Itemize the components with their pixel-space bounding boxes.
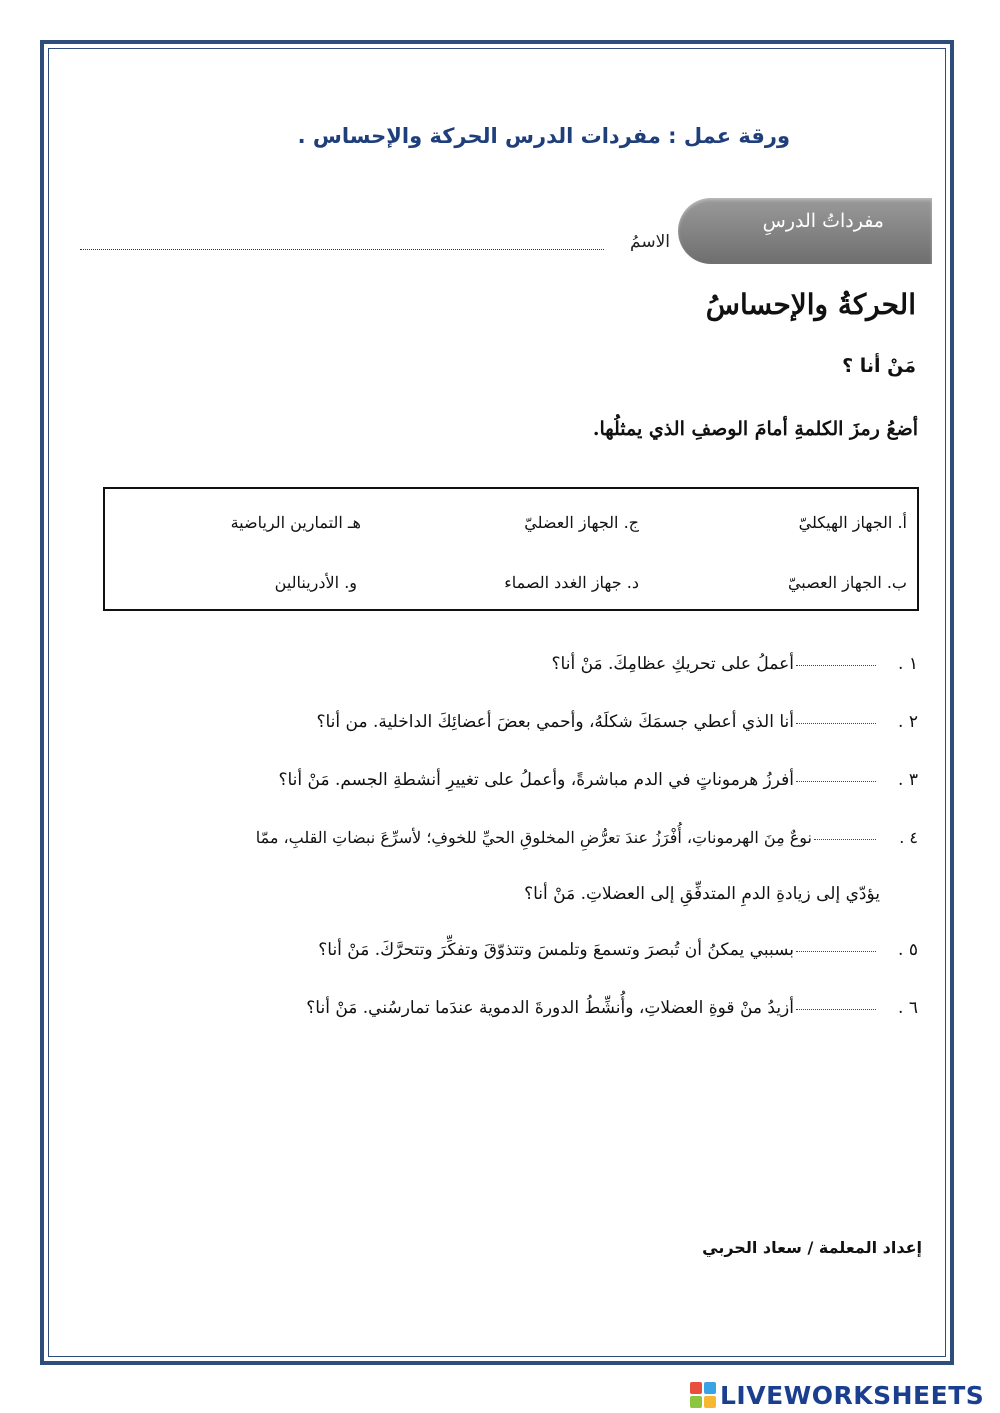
question-3: [278, 770, 918, 790]
question-text: أزيدُ منْ قوةِ العضلاتِ، وأُنشِّطُ الدورةَ الدموية عندَما تمارسُني. مَنْ أنا؟: [306, 998, 794, 1018]
vocabulary-tab: [678, 198, 932, 264]
option-a: أ. الجهاز الهيكليّ: [798, 513, 907, 532]
question-number: ٥ .: [898, 940, 918, 960]
question-5: [318, 940, 918, 960]
question-number: ٦ .: [898, 998, 918, 1018]
answer-blank[interactable]: [796, 951, 876, 952]
question-text: أنا الذي أعطي جسمَكَ شكلَهُ، وأحمي بعضَ أعضائِكَ الداخلية. من أنا؟: [316, 712, 794, 732]
name-label: الاسمُ: [630, 232, 670, 252]
brand-text: LIVEWORKSHEETS: [720, 1380, 985, 1410]
answer-blank[interactable]: [796, 723, 876, 724]
lesson-heading: الحركةُ والإحساسُ: [705, 288, 916, 321]
question-number: ٤ .: [899, 828, 918, 847]
question-number: ٣ .: [898, 770, 918, 790]
question-text: نوعٌ مِنَ الهرموناتِ، أُفْرَزُ عندَ تعرُّضِ المخلوقِ الحيِّ للخوفِ؛ لأسرِّعَ نبضاتِ القلبِ، ممّا: [255, 828, 812, 847]
vocabulary-tab-label: مفرداتُ الدرسِ: [762, 210, 884, 232]
option-e: هـ التمارين الرياضية: [230, 513, 361, 532]
option-c: ج. الجهاز العضليّ: [524, 513, 639, 532]
worksheet-title: ورقة عمل : مفردات الدرس الحركة والإحساس .: [297, 124, 790, 148]
question-number: ١ .: [898, 654, 918, 674]
answer-blank[interactable]: [796, 665, 876, 666]
question-2: [316, 712, 918, 732]
answer-blank[interactable]: [796, 1009, 876, 1010]
liveworksheets-logo: [690, 1380, 984, 1410]
answer-blank[interactable]: [814, 839, 876, 840]
instruction-text: أضعُ رمزَ الكلمةِ أمامَ الوصفِ الذي يمثلُها.: [592, 418, 918, 440]
question-text: بسببي يمكنُ أن تُبصرَ وتسمعَ وتلمسَ وتتذوّقَ وتفكِّرَ وتتحرَّكَ. مَنْ أنا؟: [318, 940, 794, 960]
question-4-continuation: يؤدّي إلى زيادةِ الدمِ المتدفِّقِ إلى العضلاتِ. مَنْ أنا؟: [524, 884, 880, 904]
who-am-i-subheading: مَنْ أنا ؟: [842, 355, 916, 377]
question-text: أعملُ على تحريكِ عظامِكَ. مَنْ أنا؟: [551, 654, 794, 674]
options-box: [103, 487, 919, 611]
option-b: ب. الجهاز العصبيّ: [787, 573, 907, 592]
name-field[interactable]: [80, 232, 670, 256]
option-d: د. جهاز الغدد الصماء: [504, 573, 639, 592]
answer-blank[interactable]: [796, 781, 876, 782]
author-credit: إعداد المعلمة / سعاد الحربي: [702, 1238, 922, 1257]
question-text: أفرزُ هرموناتٍ في الدم مباشرةً، وأعملُ على تغييرِ أنشطةِ الجسم. مَنْ أنا؟: [278, 770, 794, 790]
question-1: [552, 654, 918, 674]
question-number: ٢ .: [898, 712, 918, 732]
liveworksheets-icon: [690, 1382, 716, 1408]
question-4: [256, 828, 918, 847]
name-dotted-line[interactable]: [80, 249, 604, 250]
question-6: [306, 998, 918, 1018]
option-f: و. الأدرينالين: [274, 573, 357, 592]
